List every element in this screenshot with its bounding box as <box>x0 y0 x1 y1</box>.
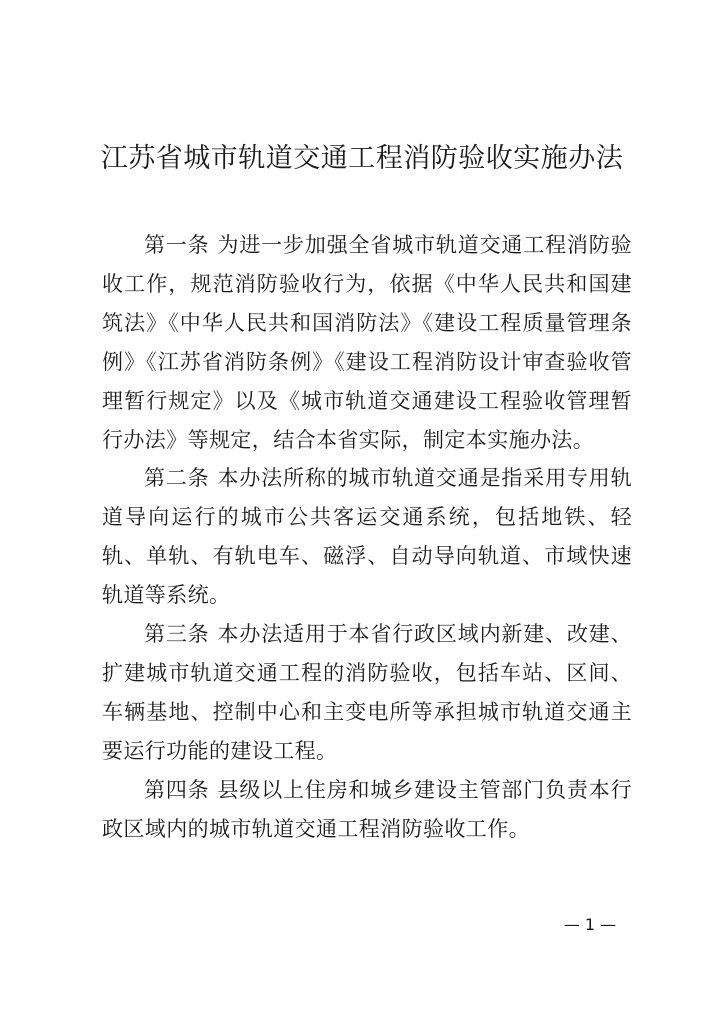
article-number: 第四条 <box>144 777 210 802</box>
article-text: 县级以上住房和城乡建设主管部门负责本行政区域内的城市轨道交通工程消防验收工作。 <box>102 777 632 841</box>
article-3 <box>102 615 632 771</box>
article-1 <box>102 226 632 459</box>
article-number: 第三条 <box>144 622 210 647</box>
article-text: 本办法所称的城市轨道交通是指采用专用轨道导向运行的城市公共客运交通系统，包括地铁、轻轨、单轨、有轨电车、磁浮、自动导向轨道、市域快速轨道等系统。 <box>102 466 632 608</box>
article-text: 为进一步加强全省城市轨道交通工程消防验收工作，规范消防验收行为，依据《中华人民共和国建筑法》《中华人民共和国消防法》《建设工程质量管理条例》《江苏省消防条例》《建设工程消防设计审查验收管理暂行规定》以及《城市轨道交通建设工程验收管理暂行办法》等规定，结合本省实际，制定本实施办法。 <box>102 233 632 452</box>
article-2 <box>102 459 632 615</box>
document-body <box>102 226 632 849</box>
article-number: 第一条 <box>144 233 210 257</box>
article-text: 本办法适用于本省行政区域内新建、改建、扩建城市轨道交通工程的消防验收，包括车站、区间、车辆基地、控制中心和主变电所等承担城市轨道交通主要运行功能的建设工程。 <box>102 622 632 763</box>
article-number: 第二条 <box>144 466 210 491</box>
article-4 <box>102 771 632 849</box>
page-number: — 1 — <box>563 915 617 934</box>
document-title: 江苏省城市轨道交通工程消防验收实施办法 <box>100 143 624 174</box>
